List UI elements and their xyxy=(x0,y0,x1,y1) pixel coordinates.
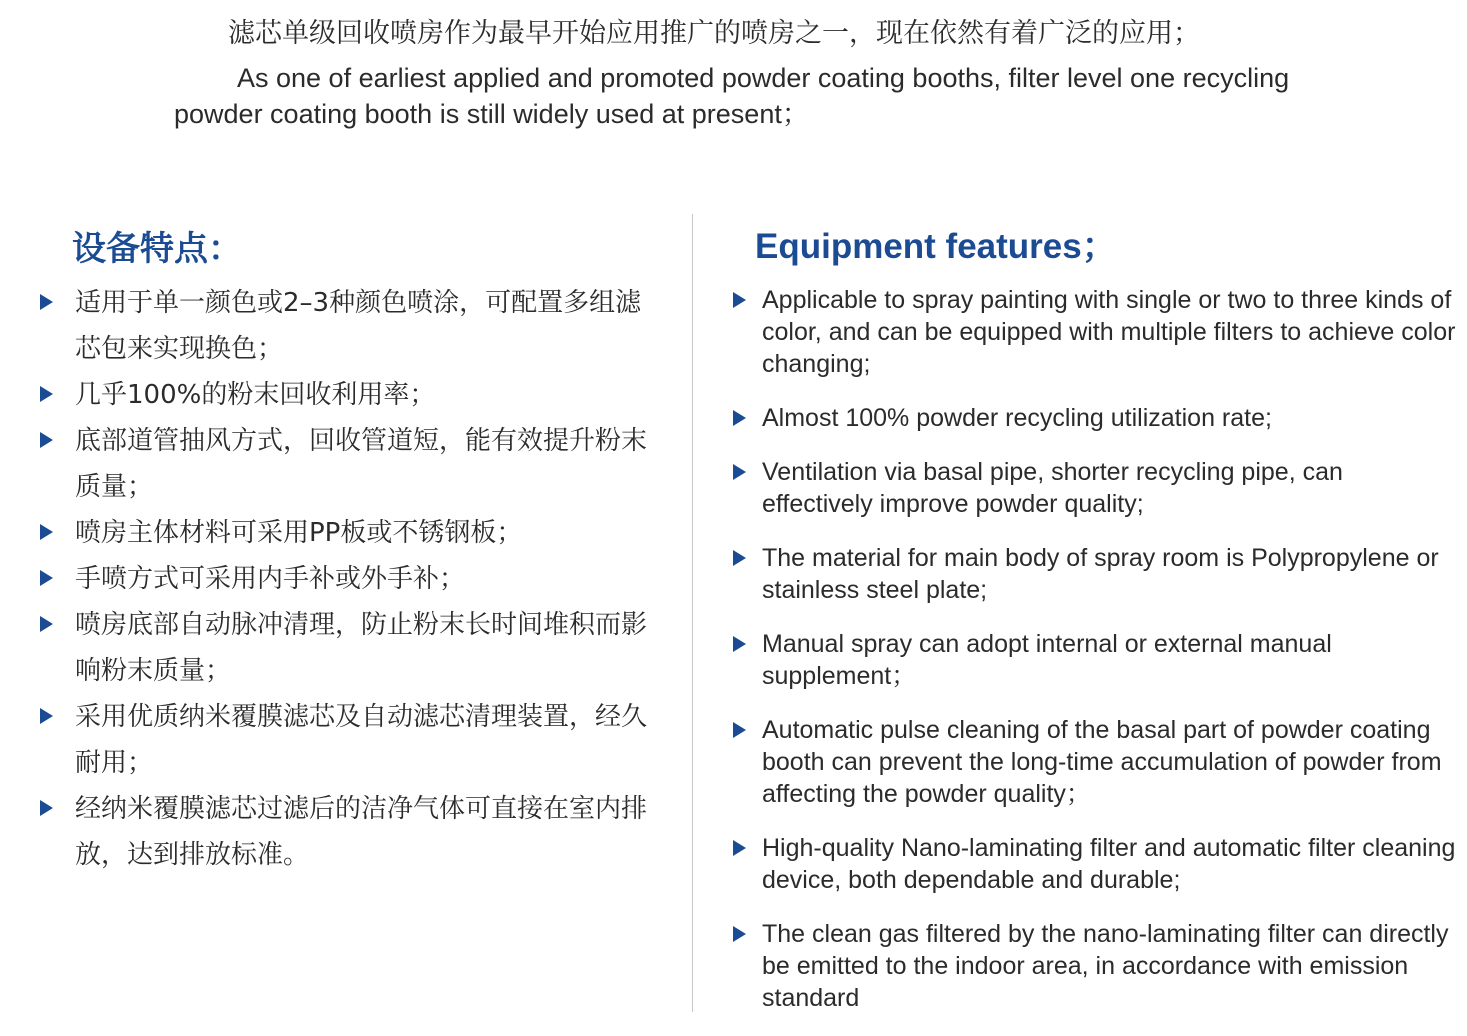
list-item xyxy=(733,542,1458,606)
list-item xyxy=(40,510,660,556)
intro-chinese: 滤芯单级回收喷房作为最早开始应用推广的喷房之一，现在依然有着广泛的应用； xyxy=(228,18,1200,49)
bullet-arrow-icon xyxy=(733,464,746,480)
list-item-text: 采用优质纳米覆膜滤芯及自动滤芯清理装置，经久耐用； xyxy=(75,702,648,778)
list-item-text: 底部道管抽风方式，回收管道短，能有效提升粉末质量； xyxy=(75,426,648,502)
list-item-text: High-quality Nano-laminating filter and automatic filter cleaning device, both dependable and durable; xyxy=(762,834,1456,894)
list-item-text: Manual spray can adopt internal or external manual supplement； xyxy=(762,630,1332,690)
list-item-text: 喷房主体材料可采用PP板或不锈钢板； xyxy=(75,518,523,548)
list-item xyxy=(733,456,1458,520)
bullet-arrow-icon xyxy=(733,292,746,308)
list-item-text: 适用于单一颜色或2–3种颜色喷涂，可配置多组滤芯包来实现换色； xyxy=(75,288,642,364)
bullet-arrow-icon xyxy=(40,432,53,448)
features-heading-english: Equipment features； xyxy=(755,227,1117,266)
bullet-arrow-icon xyxy=(40,616,53,632)
list-item-text: 手喷方式可采用内手补或外手补； xyxy=(75,564,466,594)
list-item xyxy=(40,280,660,372)
bullet-arrow-icon xyxy=(733,636,746,652)
bullet-arrow-icon xyxy=(733,840,746,856)
list-item xyxy=(733,714,1458,810)
bullet-arrow-icon xyxy=(40,708,53,724)
intro-english: As one of earliest applied and promoted powder coating booths, filter level one recycling powder coating booth is still widely used at present； xyxy=(174,63,1290,129)
list-item xyxy=(733,402,1458,434)
list-item xyxy=(40,786,660,878)
list-item-text: 喷房底部自动脉冲清理，防止粉末长时间堆积而影响粉末质量； xyxy=(75,610,648,686)
list-item xyxy=(40,556,660,602)
column-divider xyxy=(692,214,693,1012)
list-item xyxy=(40,694,660,786)
list-item-text: Automatic pulse cleaning of the basal part of powder coating booth can prevent the long-time accumulation of powder from affecting the powder quality； xyxy=(762,716,1442,808)
list-item-text: 几乎100%的粉末回收利用率； xyxy=(75,380,436,410)
bullet-arrow-icon xyxy=(733,410,746,426)
list-item-text: 经纳米覆膜滤芯过滤后的洁净气体可直接在室内排放，达到排放标准。 xyxy=(75,794,648,870)
list-item xyxy=(40,372,660,418)
bullet-arrow-icon xyxy=(40,386,53,402)
list-item xyxy=(733,832,1458,896)
list-item-text: Ventilation via basal pipe, shorter recycling pipe, can effectively improve powder quality; xyxy=(762,458,1343,518)
list-item xyxy=(733,918,1458,1014)
bullet-arrow-icon xyxy=(40,524,53,540)
list-item xyxy=(733,628,1458,692)
bullet-arrow-icon xyxy=(40,800,53,816)
list-item-text: The clean gas filtered by the nano-laminating filter can directly be emitted to the indoor area, in accordance with emission standard xyxy=(762,920,1449,1012)
features-heading-chinese: 设备特点： xyxy=(72,229,242,269)
list-item-text: Almost 100% powder recycling utilization rate; xyxy=(762,404,1272,432)
features-list-english xyxy=(733,284,1458,1036)
features-list-chinese xyxy=(40,280,660,878)
bullet-arrow-icon xyxy=(733,722,746,738)
list-item xyxy=(40,418,660,510)
list-item xyxy=(40,602,660,694)
bullet-arrow-icon xyxy=(733,550,746,566)
bullet-arrow-icon xyxy=(40,294,53,310)
list-item-text: Applicable to spray painting with single or two to three kinds of color, and can be equipped with multiple filters to achieve color changing; xyxy=(762,286,1456,378)
bullet-arrow-icon xyxy=(40,570,53,586)
list-item-text: The material for main body of spray room is Polypropylene or stainless steel plate; xyxy=(762,544,1439,604)
list-item xyxy=(733,284,1458,380)
bullet-arrow-icon xyxy=(733,926,746,942)
